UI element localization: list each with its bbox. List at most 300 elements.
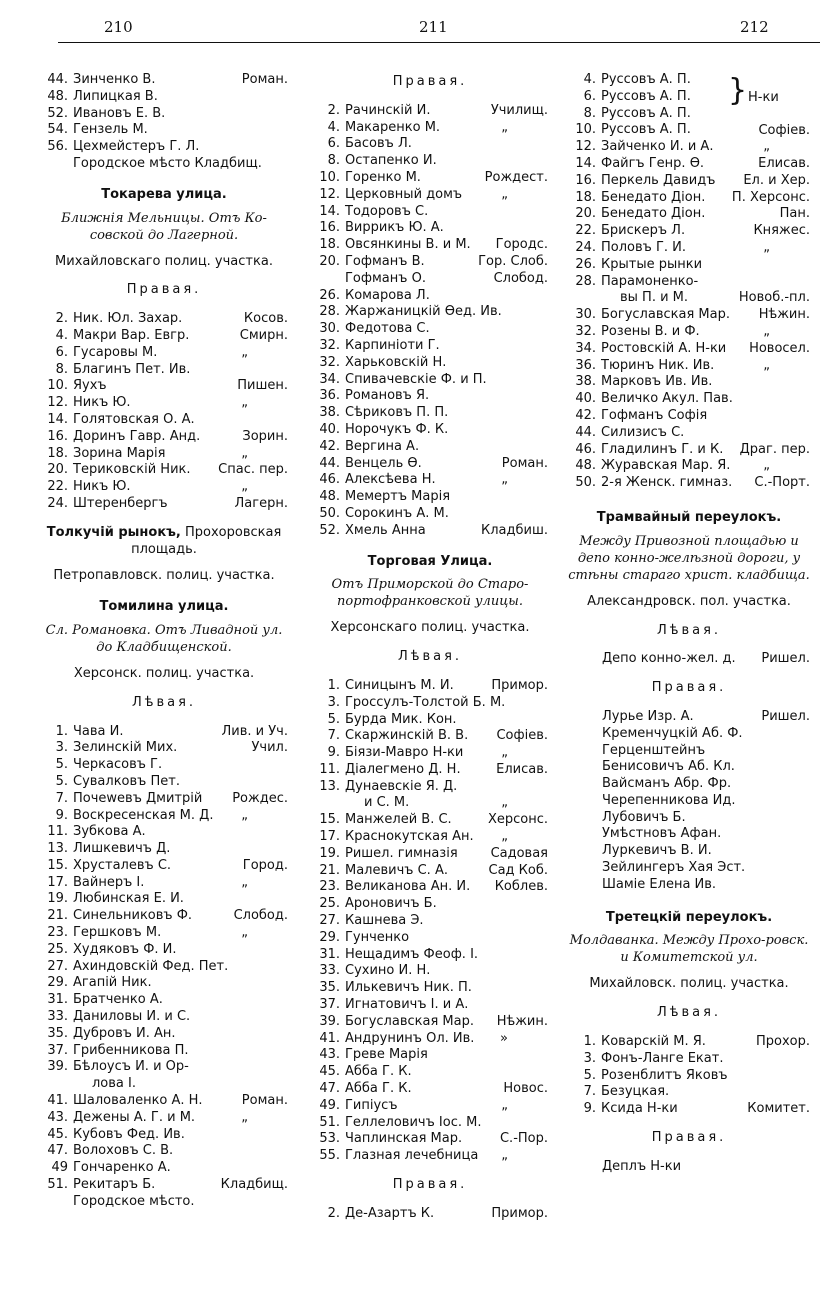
entry-name: Сухино И. Н. bbox=[345, 963, 431, 979]
directory-entry bbox=[568, 793, 810, 810]
entry-street: „ bbox=[501, 829, 508, 845]
entry-number: 38. bbox=[319, 405, 340, 421]
continuation-line bbox=[312, 271, 548, 288]
entry-name: Брискеръ Л. bbox=[601, 223, 686, 239]
entry-name: Гладилинъ Г. и К. bbox=[601, 441, 724, 457]
directory-entry bbox=[312, 254, 548, 271]
entries-col3 bbox=[568, 139, 810, 290]
entries-tokareva bbox=[40, 311, 288, 513]
entry-name: Глазная лечебница bbox=[345, 1148, 479, 1164]
entry-street: Новос. bbox=[503, 1081, 548, 1097]
entry-name: Файгъ Генр. Ѳ. bbox=[601, 155, 705, 171]
entry-name: Руссовъ А. П. bbox=[601, 72, 691, 87]
directory-entry bbox=[40, 992, 288, 1009]
entry-number: 53. bbox=[319, 1131, 340, 1147]
entry-number: 52. bbox=[47, 105, 68, 121]
entry-name: Тодоровъ С. bbox=[345, 203, 429, 219]
entry-number: 56. bbox=[47, 139, 68, 155]
entry-name: Остапенко И. bbox=[345, 153, 437, 169]
entry-name: Штеренбергъ bbox=[73, 495, 168, 511]
directory-entry bbox=[312, 456, 548, 473]
directory-entry bbox=[568, 374, 810, 391]
entry-street: Елисав. bbox=[758, 155, 810, 171]
directory-entry bbox=[40, 908, 288, 925]
entry-number: 27. bbox=[319, 913, 340, 929]
entry-number: 17. bbox=[47, 874, 68, 890]
entry-name: Гипіусъ bbox=[345, 1097, 398, 1113]
entry-name: Гунченко bbox=[345, 929, 410, 945]
directory-entry bbox=[40, 959, 288, 976]
directory-entry bbox=[312, 405, 548, 422]
entry-street: С.-Пор. bbox=[499, 1131, 548, 1147]
directory-entry bbox=[568, 408, 810, 425]
directory-entry bbox=[312, 896, 548, 913]
entry-name: Спивачевскіе Ф. и П. bbox=[345, 371, 487, 387]
entry-name: Зинченко В. bbox=[73, 72, 156, 87]
entry-number: 8. bbox=[327, 153, 340, 169]
entry-number: 42. bbox=[319, 438, 340, 454]
directory-entry bbox=[312, 523, 548, 540]
entry-number: 3. bbox=[583, 1050, 596, 1066]
entry-number: 1. bbox=[55, 723, 68, 739]
entry-name: Сувалковъ Пет. bbox=[73, 773, 180, 789]
entry-name: Крытые рынки bbox=[601, 256, 703, 272]
continuation-name: Гофманъ О. bbox=[345, 270, 426, 286]
entry-number: 4. bbox=[583, 72, 596, 87]
directory-entry bbox=[40, 808, 288, 825]
entry-street: „ bbox=[241, 395, 248, 411]
street-description-tokareva: Ближнія Мельницы. Отъ Ко-совской до Лагерной. bbox=[61, 210, 267, 243]
entry-number: 37. bbox=[319, 997, 340, 1013]
entry-name: Богуславская Мар. bbox=[601, 307, 730, 323]
entry-street: Косов. bbox=[243, 311, 288, 327]
entry-name: Зорина Марія bbox=[73, 445, 166, 461]
entry-number: 54. bbox=[47, 122, 68, 138]
directory-entry bbox=[568, 156, 810, 173]
directory-entry bbox=[312, 829, 548, 846]
entry-name: Даниловы И. и С. bbox=[73, 1009, 191, 1025]
street-description-tramvayny: Между Привозной площадью и депо конно-желѣзной дороги, у стѣны стараго христ. кладбища. bbox=[568, 533, 810, 583]
entry-number: 26. bbox=[575, 256, 596, 272]
directory-entry bbox=[40, 446, 288, 463]
directory-entry bbox=[312, 1115, 548, 1132]
depot-line bbox=[568, 651, 810, 668]
entry-name: Ришел. гимназія bbox=[345, 845, 458, 861]
directory-entry bbox=[312, 304, 548, 321]
entry-name: Доринъ Гавр. Анд. bbox=[73, 428, 201, 444]
directory-entry bbox=[568, 776, 810, 793]
entry-number: 32. bbox=[319, 354, 340, 370]
entry-name: Гончаренко А. bbox=[73, 1160, 171, 1176]
directory-entry bbox=[40, 72, 288, 89]
entry-number: 5. bbox=[583, 1067, 596, 1083]
entry-number: 20. bbox=[575, 206, 596, 222]
police-district-torgovaya: Херсонскаго полиц. участка. bbox=[330, 620, 530, 636]
directory-entry bbox=[312, 120, 548, 137]
entry-number: 2. bbox=[55, 311, 68, 327]
entry-number: 8. bbox=[55, 361, 68, 377]
entry-street: П. Херсонс. bbox=[731, 189, 810, 205]
directory-entry bbox=[312, 472, 548, 489]
entry-name: Кашнева Э. bbox=[345, 913, 424, 929]
directory-entry bbox=[312, 506, 548, 523]
entries-col2 bbox=[312, 103, 548, 271]
entry-street: „ bbox=[763, 458, 770, 474]
entry-name: Шаловаленко А. Н. bbox=[73, 1093, 203, 1109]
street-title-torgovaya: Торговая Улица. bbox=[367, 553, 493, 569]
entry-name: Рекитаръ Б. bbox=[73, 1177, 156, 1193]
entry-street: Елисав. bbox=[496, 761, 548, 777]
street-description-torgovaya: Отъ Приморской до Старо-портофранковской улицы. bbox=[331, 577, 529, 610]
directory-entry bbox=[40, 496, 288, 513]
entry-name: Гофманъ Софія bbox=[601, 407, 708, 423]
directory-entry bbox=[40, 942, 288, 959]
directory-entry bbox=[312, 237, 548, 254]
entries-torgovaya-2 bbox=[312, 812, 548, 1165]
entry-number: 55. bbox=[319, 1148, 340, 1164]
entry-street: Ел. и Хер. bbox=[743, 172, 810, 188]
entry-number: 15. bbox=[47, 857, 68, 873]
entry-number: 15. bbox=[319, 812, 340, 828]
entry-number: 18. bbox=[319, 237, 340, 253]
entry-name: Гусаровы М. bbox=[73, 344, 158, 360]
entry-number: 43. bbox=[319, 1047, 340, 1063]
continuation-line: лова I. bbox=[92, 1076, 136, 1092]
entry-number: 48. bbox=[575, 458, 596, 474]
entry-number: 20. bbox=[47, 462, 68, 478]
street-title-tretetsky: Третецкій переулокъ. bbox=[605, 909, 773, 925]
directory-entry bbox=[568, 139, 810, 156]
entry-name: Марковъ Ив. Ив. bbox=[601, 374, 713, 390]
directory-entry bbox=[312, 1014, 548, 1031]
directory-entry bbox=[568, 743, 810, 760]
directory-entry bbox=[40, 757, 288, 774]
entry-number: 44. bbox=[575, 424, 596, 440]
entry-number: 6. bbox=[327, 136, 340, 152]
directory-entry bbox=[40, 858, 288, 875]
entry-name: Комарова Л. bbox=[345, 287, 430, 303]
entry-name: Ксида Н-ки bbox=[601, 1101, 678, 1117]
entry-number: 17. bbox=[319, 829, 340, 845]
directory-entry bbox=[40, 106, 288, 123]
entries-torgovaya-3 bbox=[312, 1206, 548, 1223]
column-2 bbox=[312, 72, 548, 1223]
entry-street: Роман. bbox=[501, 455, 548, 471]
directory-entry bbox=[312, 338, 548, 355]
entry-number: 7. bbox=[327, 728, 340, 744]
directory-entry bbox=[40, 875, 288, 892]
entry-street: „ bbox=[501, 1148, 508, 1164]
directory-entry bbox=[568, 341, 810, 358]
directory-entry bbox=[568, 173, 810, 190]
entry-number: 14. bbox=[319, 203, 340, 219]
directory-entry bbox=[568, 475, 810, 492]
entries-col2-2 bbox=[312, 288, 548, 540]
entry-name: Церковный домъ bbox=[345, 186, 463, 202]
entry-number: 30. bbox=[575, 307, 596, 323]
directory-entry bbox=[40, 122, 288, 139]
directory-entry bbox=[40, 1026, 288, 1043]
entries-tomilina-2 bbox=[40, 1093, 288, 1194]
entry-name: Манжелей В. С. bbox=[345, 812, 452, 828]
entry-number: 18. bbox=[575, 189, 596, 205]
directory-entry bbox=[312, 947, 548, 964]
entry-name: Норочукъ Ф. К. bbox=[345, 421, 449, 437]
entry-name: Умѣстновъ Афан. bbox=[602, 826, 722, 842]
entry-street: Городс. bbox=[495, 237, 548, 253]
entry-number: 27. bbox=[47, 958, 68, 974]
entry-street: Кладбиш. bbox=[481, 522, 548, 538]
entry-number: 46. bbox=[319, 472, 340, 488]
entry-number: 9. bbox=[327, 745, 340, 761]
directory-entry bbox=[40, 1127, 288, 1144]
entry-number: 31. bbox=[47, 992, 68, 1008]
entry-number: 9. bbox=[583, 1101, 596, 1117]
entry-number: 3. bbox=[327, 694, 340, 710]
entry-name: Виррикъ Ю. А. bbox=[345, 220, 444, 236]
entry-number: 6. bbox=[55, 344, 68, 360]
entry-name: Геллеловичъ Іос. М. bbox=[345, 1114, 482, 1130]
directory-entry bbox=[568, 1051, 810, 1068]
entry-name: Краснокутская Ан. bbox=[345, 829, 474, 845]
market-title bbox=[40, 525, 288, 559]
directory-entry bbox=[568, 391, 810, 408]
entries-tomilina bbox=[40, 724, 288, 1077]
entry-number: 12. bbox=[47, 395, 68, 411]
entry-name: Алексѣева Н. bbox=[345, 472, 436, 488]
directory-entry bbox=[312, 1098, 548, 1115]
entry-number: 1. bbox=[583, 1034, 596, 1050]
entry-name: Руссовъ А. П. bbox=[601, 105, 691, 121]
entry-number: 10. bbox=[575, 122, 596, 138]
entry-name: Богуславская Мар. bbox=[345, 1013, 474, 1029]
entry-number: 24. bbox=[575, 239, 596, 255]
side-label: Лѣвая. bbox=[656, 622, 722, 638]
entry-number: 30. bbox=[319, 321, 340, 337]
street-description-tretetsky: Молдаванка. Между Прохо-ровск. и Комитетской ул. bbox=[569, 933, 809, 966]
directory-entry bbox=[312, 1064, 548, 1081]
continuation-right: Слобод. bbox=[493, 270, 548, 286]
entry-number: 7. bbox=[55, 790, 68, 806]
entry-number: 10. bbox=[47, 378, 68, 394]
directory-entry bbox=[40, 328, 288, 345]
entry-street: Драг. пер. bbox=[739, 441, 810, 457]
directory-entry bbox=[312, 997, 548, 1014]
directory-entry bbox=[312, 187, 548, 204]
entry-number: 12. bbox=[575, 139, 596, 155]
entry-street: Роман. bbox=[241, 1093, 288, 1109]
directory-entry bbox=[312, 103, 548, 120]
directory-entry bbox=[40, 1043, 288, 1060]
entry-street: Слобод. bbox=[233, 908, 288, 924]
entry-street: „ bbox=[241, 925, 248, 941]
brace-label: Н-ки bbox=[748, 90, 779, 105]
entry-name: Илькевичъ Ник. П. bbox=[345, 980, 472, 996]
entry-name: Федотова С. bbox=[345, 321, 430, 337]
entry-name: Зейлингеръ Хая Эст. bbox=[602, 860, 746, 876]
page-number-right: 212 bbox=[740, 18, 769, 36]
directory-entry bbox=[312, 136, 548, 153]
entry-street: „ bbox=[241, 479, 248, 495]
entry-street: Училищ. bbox=[490, 102, 548, 118]
directory-entry bbox=[568, 425, 810, 442]
directory-entry bbox=[312, 846, 548, 863]
entries-tretetsky bbox=[568, 1034, 810, 1118]
entry-street: „ bbox=[241, 874, 248, 890]
entry-street: „ bbox=[241, 445, 248, 461]
entry-name: Величко Акул. Пав. bbox=[601, 391, 733, 407]
entry-number: 41. bbox=[47, 1093, 68, 1109]
entry-street: Нѣжин. bbox=[758, 307, 810, 323]
entry-name: Ивановъ Е. В. bbox=[73, 105, 166, 121]
entry-number: 5. bbox=[55, 773, 68, 789]
street-title-tomilina: Томилина улица. bbox=[99, 599, 229, 615]
directory-entry bbox=[568, 240, 810, 257]
directory-entry bbox=[312, 712, 548, 729]
directory-entry bbox=[40, 774, 288, 791]
entry-name: Скаржинскій В. В. bbox=[345, 728, 469, 744]
entry-name: Журавская Мар. Я. bbox=[601, 458, 731, 474]
last-line: Деплъ Н-ки bbox=[602, 1158, 682, 1174]
entry-number: 6. bbox=[583, 88, 596, 104]
entry-name: Гофманъ В. bbox=[345, 253, 425, 269]
entry-number: 50. bbox=[575, 475, 596, 491]
entry-street: » bbox=[500, 1030, 508, 1046]
entry-name: Рачинскій И. bbox=[345, 102, 431, 118]
entry-name: Зайченко И. и А. bbox=[601, 139, 714, 155]
directory-entry bbox=[40, 139, 288, 156]
entry-street: Город. bbox=[242, 857, 288, 873]
entry-street: Коблев. bbox=[494, 879, 548, 895]
entry-name: Силизисъ С. bbox=[601, 424, 685, 440]
side-label: Правая. bbox=[392, 1177, 468, 1193]
entry-name: Вайсманъ Абр. Фр. bbox=[602, 776, 732, 792]
entry-name: Абба Г. К. bbox=[345, 1081, 412, 1097]
directory-entry bbox=[568, 442, 810, 459]
directory-entry bbox=[40, 824, 288, 841]
directory-entry bbox=[312, 1148, 548, 1165]
directory-entry bbox=[568, 1034, 810, 1051]
entry-name: Бѣлоусъ И. и Ор- bbox=[73, 1059, 189, 1075]
entry-street: „ bbox=[501, 745, 508, 761]
entry-number: 36. bbox=[575, 357, 596, 373]
entry-number: 33. bbox=[319, 963, 340, 979]
continuation-name: и С. М. bbox=[364, 795, 410, 811]
directory-entry bbox=[312, 1081, 548, 1098]
entry-street: Пишен. bbox=[237, 378, 288, 394]
directory-entry bbox=[568, 358, 810, 375]
entry-number: 4. bbox=[327, 119, 340, 135]
continuation-line: Городское мѣсто Кладбищ. bbox=[73, 155, 262, 171]
directory-entry bbox=[312, 1047, 548, 1064]
continuation-line bbox=[312, 795, 548, 812]
entry-name: Безуцкая. bbox=[601, 1084, 670, 1100]
entry-street: Учил. bbox=[251, 740, 288, 756]
entry-number: 44. bbox=[319, 455, 340, 471]
entry-name: Ник. Юл. Захар. bbox=[73, 311, 183, 327]
directory-entry bbox=[312, 963, 548, 980]
entry-number: 11. bbox=[319, 761, 340, 777]
entry-name: Карпиніоти Г. bbox=[345, 337, 440, 353]
entry-name: Горенко М. bbox=[345, 169, 421, 185]
entry-number: 9. bbox=[55, 807, 68, 823]
directory-entry bbox=[568, 860, 810, 877]
directory-entry bbox=[312, 422, 548, 439]
directory-entry bbox=[568, 190, 810, 207]
entry-name: Чава И. bbox=[73, 723, 124, 739]
entry-name: Мемертъ Марія bbox=[345, 489, 451, 505]
entry-number: 8. bbox=[583, 105, 596, 121]
entry-name: Голятовская О. А. bbox=[73, 411, 195, 427]
entry-name: Діалегменo Д. Н. bbox=[345, 761, 461, 777]
directory-entry bbox=[312, 930, 548, 947]
entry-number: 35. bbox=[319, 980, 340, 996]
entry-number: 23. bbox=[319, 879, 340, 895]
entry-name: Дежены А. Г. и М. bbox=[73, 1109, 196, 1125]
directory-entry bbox=[568, 1101, 810, 1118]
entry-name: Фонъ-Ланге Екат. bbox=[601, 1050, 724, 1066]
directory-entry bbox=[312, 812, 548, 829]
directory-entry bbox=[568, 843, 810, 860]
directory-entry bbox=[312, 372, 548, 389]
entry-number: 49. bbox=[319, 1097, 340, 1113]
police-district-tomilina: Херсонск. полиц. участка. bbox=[73, 665, 255, 681]
police-district-tokareva: Михайловскаго полиц. участка. bbox=[55, 253, 273, 269]
entry-street: Сад Коб. bbox=[488, 862, 548, 878]
entry-name: Черепенникова Ид. bbox=[602, 792, 736, 808]
entry-name: Грибенникова П. bbox=[73, 1042, 189, 1058]
column-1 bbox=[40, 72, 288, 1211]
market-title-rest: Прохоровская площадь. bbox=[131, 524, 282, 557]
entry-name: Бенедато Діон. bbox=[601, 189, 706, 205]
entry-name: Волоховъ С. В. bbox=[73, 1143, 174, 1159]
entry-name: Лубовичъ Б. bbox=[602, 809, 686, 825]
entry-name: Почеwевъ Дмитрій bbox=[73, 790, 203, 806]
entry-name: Зубкова А. bbox=[73, 824, 146, 840]
page-number-center: 211 bbox=[419, 18, 448, 36]
directory-entry bbox=[312, 204, 548, 221]
entry-name: Кубовъ Фед. Ив. bbox=[73, 1126, 185, 1142]
directory-entry bbox=[568, 257, 810, 274]
street-description-tomilina: Сл. Романовка. Отъ Ливадной ул. до Кладбищенской. bbox=[45, 622, 283, 655]
directory-entry bbox=[312, 863, 548, 880]
directory-entry bbox=[40, 1059, 288, 1076]
entry-name: Кременчуцкій Аб. Ф. bbox=[602, 725, 743, 741]
directory-entry bbox=[40, 1009, 288, 1026]
entry-name: Сѣриковъ П. П. bbox=[345, 405, 449, 421]
entry-name: Нещадимъ Феоф. I. bbox=[345, 946, 479, 962]
police-district-tramvayny: Александровск. пол. участка. bbox=[587, 593, 791, 609]
directory-entry bbox=[312, 489, 548, 506]
entry-name: Біязи-Мавро Н-ки bbox=[345, 745, 464, 761]
directory-entry bbox=[312, 1206, 548, 1223]
directory-entry bbox=[312, 388, 548, 405]
directory-entry bbox=[312, 678, 548, 695]
entry-number: 19. bbox=[319, 845, 340, 861]
entry-name: Яухъ bbox=[73, 378, 107, 394]
entry-name: Игнатовичъ І. и А. bbox=[345, 997, 469, 1013]
directory-entry bbox=[40, 1110, 288, 1127]
entry-name: Великанова Ан. И. bbox=[345, 879, 471, 895]
entry-street: Княжес. bbox=[753, 223, 810, 239]
entry-number: 14. bbox=[575, 155, 596, 171]
entry-name: Романовъ Я. bbox=[345, 388, 430, 404]
entry-name: Ростовскій А. Н-ки bbox=[601, 340, 727, 356]
entry-name: Никъ Ю. bbox=[73, 395, 131, 411]
entry-number: 19. bbox=[47, 891, 68, 907]
street-title-tramvayny: Трамвайный переулокъ. bbox=[596, 509, 782, 525]
entry-name: Воскресенская М. Д. bbox=[73, 807, 214, 823]
